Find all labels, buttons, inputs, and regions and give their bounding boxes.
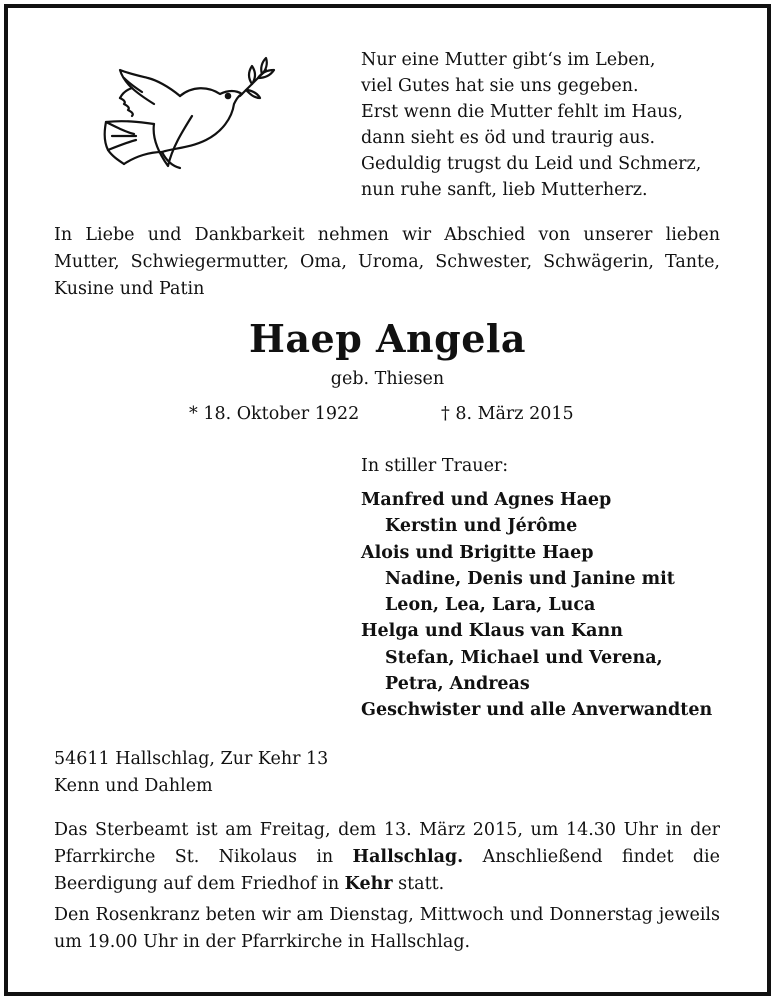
family-line: Nadine, Denis und Janine mit: [385, 568, 675, 589]
poem-line: viel Gutes hat sie uns gegeben.: [361, 76, 639, 96]
poem-line: dann sieht es öd und traurig aus.: [361, 128, 656, 148]
service-text: Anschließend findet die Beerdigung auf dem Friedhof in: [54, 847, 720, 894]
burial-place: Kehr: [344, 874, 393, 894]
poem-line: nun ruhe sanft, lieb Mutterherz.: [361, 180, 648, 200]
address-line: Kenn und Dahlem: [54, 776, 213, 796]
rosary-text: Den Rosenkranz beten wir am Dienstag, Mittwoch und Donnerstag jeweils um 19.00 Uhr in der Pfarrkirche in Hallschlag.: [54, 905, 720, 952]
poem-line: Erst wenn die Mutter fehlt im Haus,: [361, 102, 683, 122]
mourning-label: In stiller Trauer:: [361, 456, 509, 476]
address: [54, 746, 328, 800]
service-text: statt.: [392, 874, 445, 894]
family-line: Leon, Lea, Lara, Luca: [385, 595, 596, 616]
funeral-service-text: [54, 817, 720, 898]
poem-line: Nur eine Mutter gibt‘s im Leben,: [361, 50, 656, 70]
deceased-name: Haep Angela: [249, 316, 526, 361]
family-line: Geschwister und alle Anverwandten: [361, 700, 713, 721]
poem: [361, 47, 701, 203]
maiden-name: geb. Thiesen: [330, 369, 445, 389]
death-date: † 8. März 2015: [441, 404, 574, 424]
service-place: Hallschlag.: [352, 847, 464, 867]
family-line: Petra, Andreas: [385, 674, 530, 695]
service-text: Das Sterbeamt ist am Freitag, dem 13. März 2015, um 14.30 Uhr in der Pfarrkirche St. Nikolaus in: [54, 820, 720, 867]
poem-line: Geduldig trugst du Leid und Schmerz,: [361, 154, 702, 174]
family-line: Stefan, Michael und Verena,: [385, 647, 663, 668]
intro-text: In Liebe und Dankbarkeit nehmen wir Abschied von unserer lieben Mutter, Schwiegermutter, Oma, Uroma, Schwester, Schwägerin, Tante, Kusine und Patin: [54, 225, 720, 299]
family-line: Helga und Klaus van Kann: [361, 621, 623, 642]
family-list: [361, 487, 712, 724]
family-line: Manfred und Agnes Haep: [361, 490, 612, 510]
address-line: 54611 Hallschlag, Zur Kehr 13: [54, 749, 329, 769]
family-line: Kerstin und Jérôme: [385, 516, 578, 537]
dove-icon: [96, 56, 286, 188]
family-line: Alois und Brigitte Haep: [361, 542, 594, 563]
birth-date: * 18. Oktober 1922: [189, 404, 360, 424]
